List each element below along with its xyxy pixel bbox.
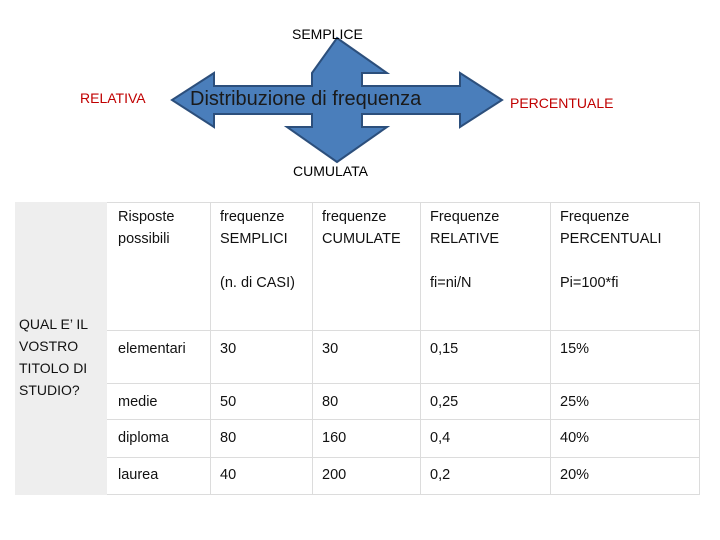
table-cell: 160	[322, 430, 347, 446]
table-col-divider	[210, 202, 211, 494]
table-col-divider	[550, 202, 551, 494]
table-cell: medie	[118, 394, 158, 410]
question-text: QUAL E’ IL VOSTRO TITOLO DI STUDIO?	[19, 316, 88, 398]
table-row-divider	[107, 383, 700, 384]
label-cumulata: CUMULATA	[293, 163, 368, 179]
table-cell: 30	[220, 341, 237, 357]
diagram-title: Distribuzione di frequenza	[190, 88, 422, 110]
table-cell: 40	[220, 467, 237, 483]
table-cell: 0,2	[430, 467, 451, 483]
table-col-divider	[312, 202, 313, 494]
table-cell: 0,15	[430, 341, 459, 357]
header-semplici: frequenze SEMPLICI	[220, 209, 288, 247]
table-cell: 80	[322, 394, 339, 410]
table-cell: 200	[322, 467, 347, 483]
table-row-divider	[107, 457, 700, 458]
table-cell: 0,25	[430, 394, 459, 410]
header-relative: Frequenze RELATIVE	[430, 209, 500, 247]
table-cell: 0,4	[430, 430, 451, 446]
table-col-divider	[420, 202, 421, 494]
table-header-divider	[107, 330, 700, 331]
subheader-formula-relative: fi=ni/N	[430, 275, 472, 291]
table-border-right	[699, 202, 700, 494]
table-row-divider	[107, 419, 700, 420]
table-cell: 25%	[560, 394, 590, 410]
label-semplice: SEMPLICE	[292, 26, 363, 42]
table-cell: 80	[220, 430, 237, 446]
header-percentuali: Frequenze PERCENTUALI	[560, 209, 662, 247]
table-border-top	[107, 202, 700, 203]
table-cell: 50	[220, 394, 237, 410]
table-cell: 20%	[560, 467, 590, 483]
label-percentuale: PERCENTUALE	[510, 95, 614, 111]
subheader-formula-percentuali: Pi=100*fi	[560, 275, 619, 291]
table-cell: laurea	[118, 467, 159, 483]
header-cumulate: frequenze CUMULATE	[322, 209, 401, 247]
header-risposte: Risposte possibili	[118, 209, 175, 247]
table-cell: 15%	[560, 341, 590, 357]
table-cell: 30	[322, 341, 339, 357]
table-cell: elementari	[118, 341, 186, 357]
subheader-casi: (n. di CASI)	[220, 275, 295, 291]
table-cell: 40%	[560, 430, 590, 446]
table-border-bottom	[107, 494, 700, 495]
label-relativa: RELATIVA	[80, 90, 146, 106]
table-cell: diploma	[118, 430, 169, 446]
